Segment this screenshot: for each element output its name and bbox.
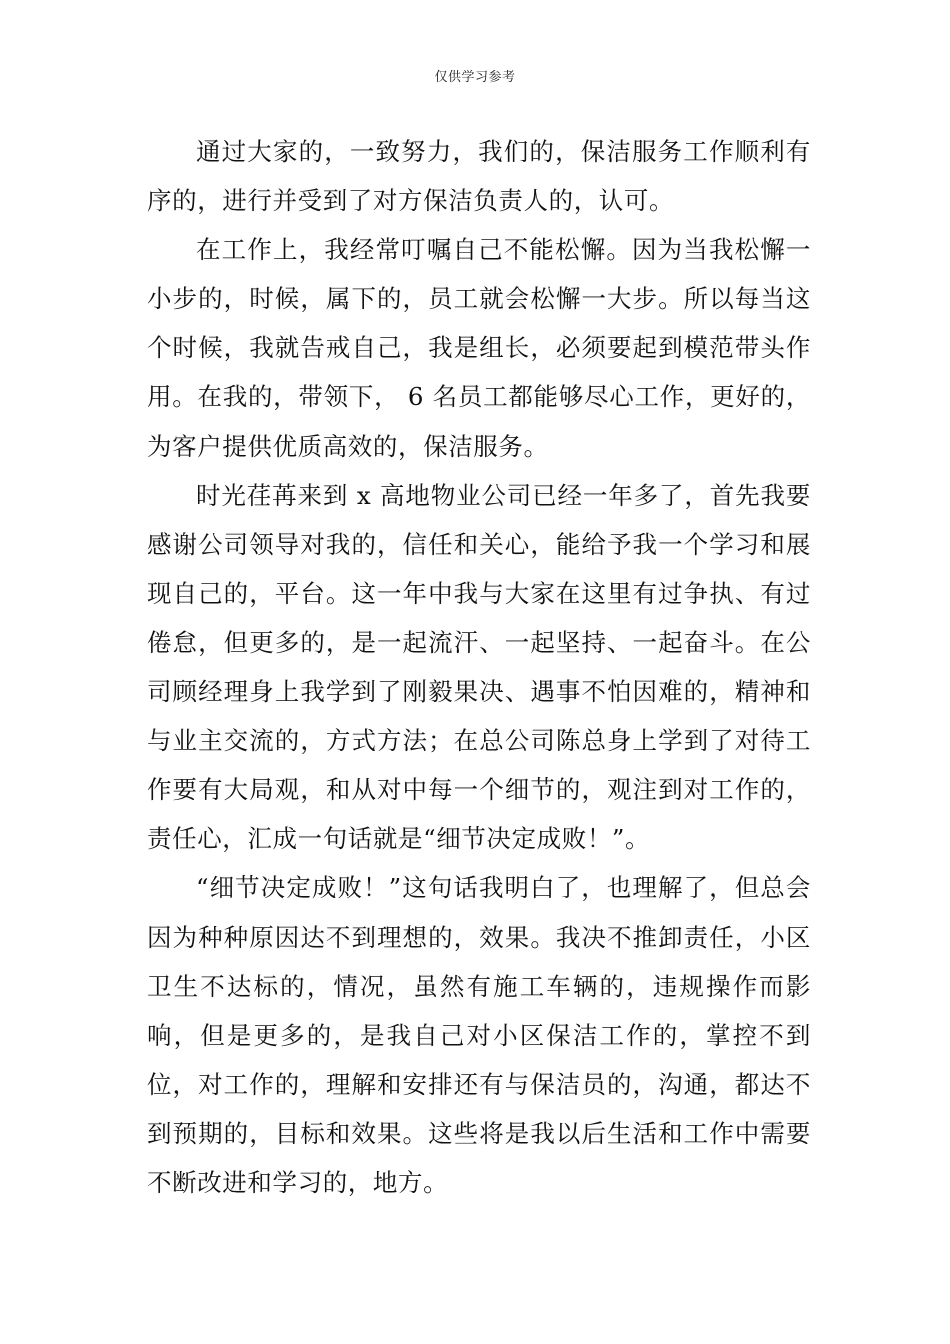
paragraph: 在工作上，我经常叮嘱自己不能松懈。因为当我松懈一小步的，时候，属下的，员工就会松懈一大步。所以每当这个时候，我就告戒自己，我是组长，必须要起到模范带头作用。在我的，带领下， 6 名员工都能够尽心工作，更好的，为客户提供优质高效的，保洁服务。 xyxy=(147,235,811,461)
paragraph: “细节决定成败！”这句话我明白了，也理解了，但总会因为种种原因达不到理想的，效果。我决不推卸责任，小区卫生不达标的，情况，虽然有施工车辆的，违规操作而影响，但是更多的，是我自己对小区保洁工作的，掌控不到位，对工作的，理解和安排还有与保洁员的，沟通，都达不到预期的，目标和效果。这些将是我以后生活和工作中需要不断改进和学习的，地方。 xyxy=(147,873,811,1197)
paragraph: 时光荏苒来到 x 高地物业公司已经一年多了，首先我要感谢公司领导对我的，信任和关心，能给予我一个学习和展现自己的，平台。这一年中我与大家在这里有过争执、有过倦怠，但更多的，是一起流汗、一起坚持、一起奋斗。在公司顾经理身上我学到了刚毅果决、遇事不怕因难的，精神和与业主交流的，方式方法；在总公司陈总身上学到了对待工作要有大局观，和从对中每一个细节的，观注到对工作的，责任心，汇成一句话就是“细节决定成败！”。 xyxy=(147,480,811,854)
paragraph: 通过大家的，一致努力，我们的，保洁服务工作顺利有序的，进行并受到了对方保洁负责人的，认可。 xyxy=(147,137,811,216)
document-body xyxy=(147,127,811,1207)
page-header: 仅供学习参考 xyxy=(434,70,516,85)
